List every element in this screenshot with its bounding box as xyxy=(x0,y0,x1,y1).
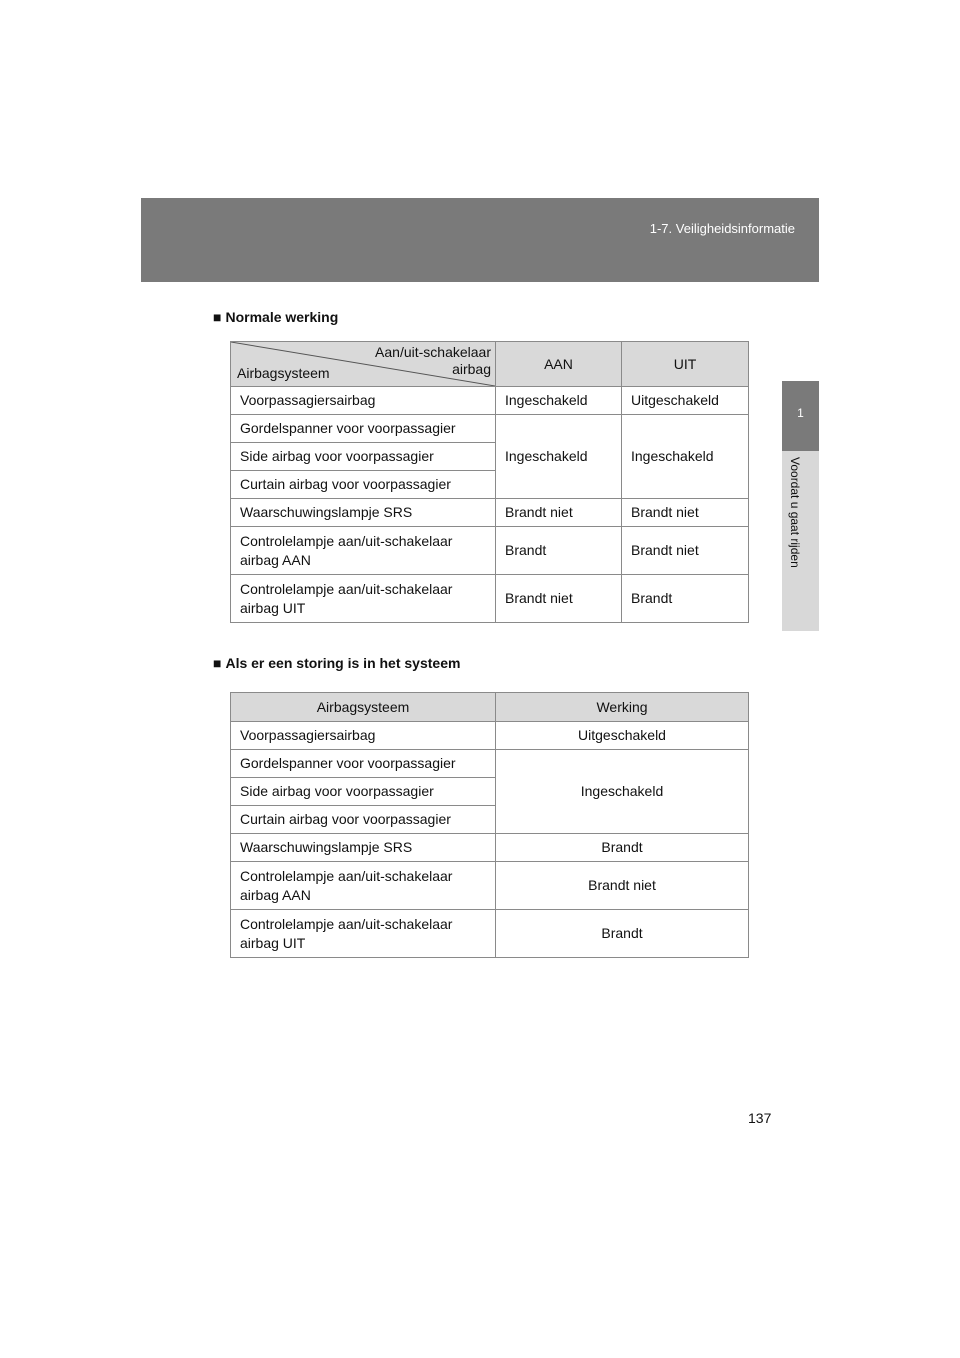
row-label: Waarschuwingslampje SRS xyxy=(231,499,496,527)
row-label-line1: Controlelampje aan/uit-schakelaar xyxy=(240,532,453,549)
row-label: Gordelspanner voor voorpassagier xyxy=(231,415,496,443)
cell-aan: Brandt niet xyxy=(496,499,622,527)
cell-werking-merged: Ingeschakeld xyxy=(496,750,749,834)
cell-werking: Brandt niet xyxy=(496,862,749,910)
section-heading-text: Als er een storing is in het systeem xyxy=(225,655,461,671)
cell-werking: Brandt xyxy=(496,834,749,862)
cell-aan: Brandt xyxy=(496,527,622,575)
row-label: Curtain airbag voor voorpassagier xyxy=(231,471,496,499)
row-label: Gordelspanner voor voorpassagier xyxy=(231,750,496,778)
row-label-line1: Controlelampje aan/uit-schakelaar xyxy=(240,915,453,932)
diagonal-header-bottom: Airbagsysteem xyxy=(237,365,330,381)
table-header-row xyxy=(231,342,749,387)
cell-werking: Brandt xyxy=(496,910,749,958)
table-row xyxy=(231,750,749,778)
table-row xyxy=(231,862,749,910)
table-row xyxy=(231,527,749,575)
section-heading-normal xyxy=(213,309,338,325)
row-label-line2: airbag UIT xyxy=(240,599,306,616)
column-header-uit: UIT xyxy=(622,342,749,387)
side-tab-number-box xyxy=(782,381,819,451)
section-heading-text: Normale werking xyxy=(225,309,339,325)
row-label xyxy=(231,527,496,575)
diagonal-header-top-line1: Aan/uit-schakelaar xyxy=(375,344,491,360)
table-row xyxy=(231,387,749,415)
cell-uit: Brandt xyxy=(622,575,749,623)
diagonal-header-cell xyxy=(231,342,496,387)
row-label: Side airbag voor voorpassagier xyxy=(231,778,496,806)
square-bullet-icon: ■ xyxy=(213,655,222,671)
row-label: Voorpassagiersairbag xyxy=(231,387,496,415)
table-row xyxy=(231,575,749,623)
table-row xyxy=(231,910,749,958)
table-row xyxy=(231,834,749,862)
row-label xyxy=(231,910,496,958)
row-label xyxy=(231,575,496,623)
cell-uit-merged: Ingeschakeld xyxy=(622,415,749,499)
table-row xyxy=(231,415,749,443)
row-label: Waarschuwingslampje SRS xyxy=(231,834,496,862)
row-label-line2: airbag AAN xyxy=(240,886,311,903)
section-heading-malfunction xyxy=(213,655,460,671)
cell-uit: Uitgeschakeld xyxy=(622,387,749,415)
square-bullet-icon: ■ xyxy=(213,309,222,325)
diagonal-header-top-line2: airbag xyxy=(452,361,491,377)
chapter-title: 1-7. Veiligheidsinformatie xyxy=(649,221,795,236)
row-label-line2: airbag UIT xyxy=(240,934,306,951)
page-number: 137 xyxy=(748,1110,772,1126)
cell-aan-merged: Ingeschakeld xyxy=(496,415,622,499)
row-label: Side airbag voor voorpassagier xyxy=(231,443,496,471)
column-header-aan: AAN xyxy=(496,342,622,387)
side-tab-number: 1 xyxy=(797,406,804,420)
table-row xyxy=(231,722,749,750)
cell-aan: Brandt niet xyxy=(496,575,622,623)
row-label xyxy=(231,862,496,910)
side-tab-label: Voordat u gaat rijden xyxy=(788,457,802,568)
cell-werking: Uitgeschakeld xyxy=(496,722,749,750)
table-header-row xyxy=(231,693,749,722)
cell-aan: Ingeschakeld xyxy=(496,387,622,415)
normal-operation-table xyxy=(230,341,749,623)
row-label: Voorpassagiersairbag xyxy=(231,722,496,750)
diagonal-header-top xyxy=(375,344,491,378)
row-label-line1: Controlelampje aan/uit-schakelaar xyxy=(240,867,453,884)
side-tab-label-box xyxy=(782,451,819,631)
row-label: Curtain airbag voor voorpassagier xyxy=(231,806,496,834)
malfunction-table xyxy=(230,692,749,958)
row-label-line1: Controlelampje aan/uit-schakelaar xyxy=(240,580,453,597)
cell-uit: Brandt niet xyxy=(622,499,749,527)
column-header-werking: Werking xyxy=(496,693,749,722)
cell-uit: Brandt niet xyxy=(622,527,749,575)
table-row xyxy=(231,499,749,527)
page-header-band xyxy=(141,198,819,282)
row-label-line2: airbag AAN xyxy=(240,551,311,568)
column-header-airbagsysteem: Airbagsysteem xyxy=(231,693,496,722)
